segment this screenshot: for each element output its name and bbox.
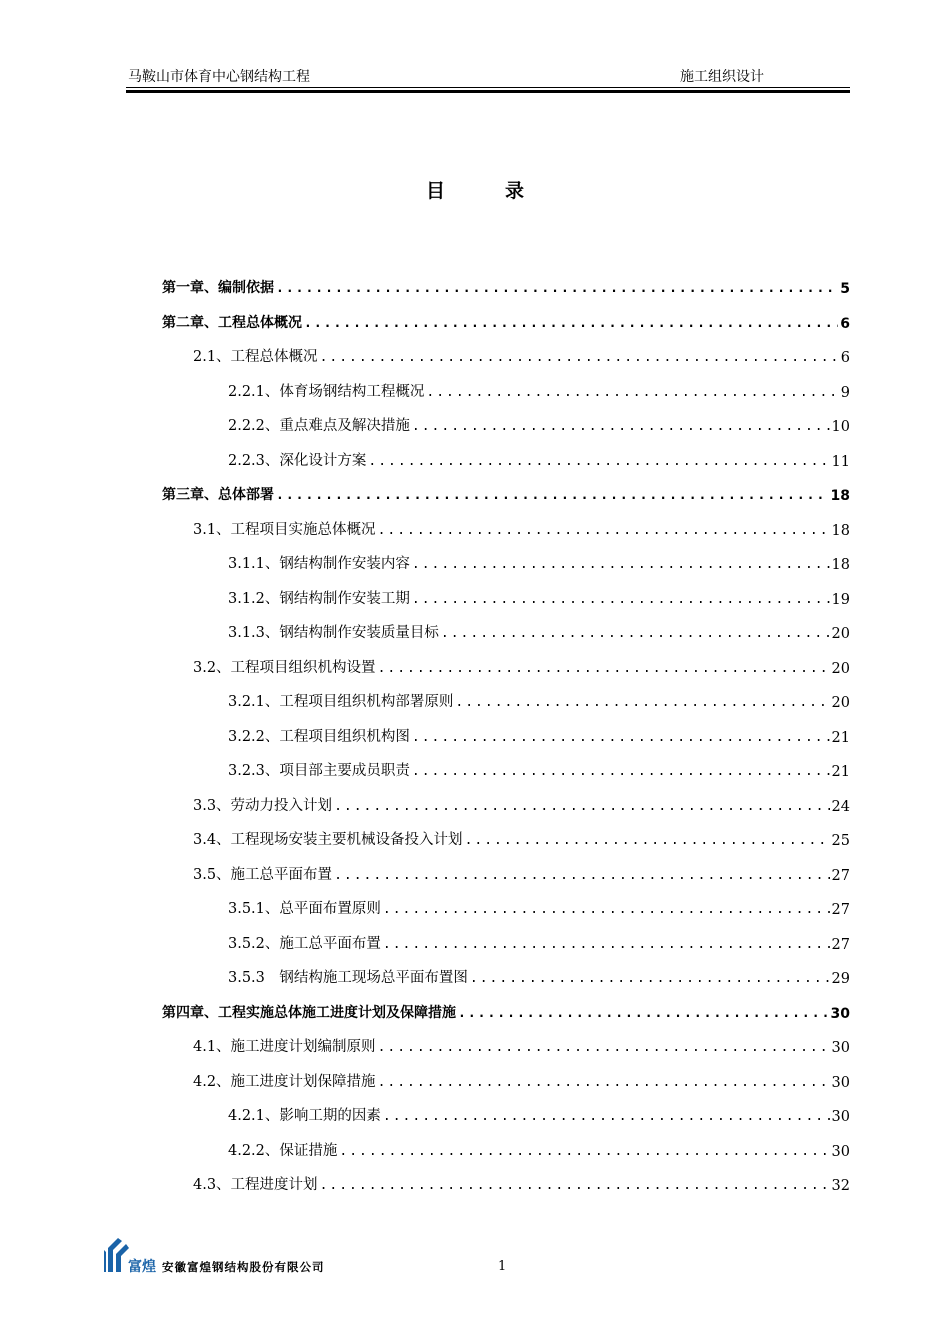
header-left-title: 马鞍山市体育中心钢结构工程	[128, 69, 310, 85]
toc-entry-title: 3.5.3 钢结构施工现场总平面布置图	[228, 970, 468, 986]
toc-entry[interactable]	[162, 1002, 850, 1022]
toc-entry[interactable]	[228, 726, 850, 746]
toc-entry-title: 3.4、工程现场安装主要机械设备投入计划	[193, 832, 463, 848]
toc-entry-page: 10	[831, 419, 850, 435]
toc-entry-page: 30	[831, 1143, 850, 1160]
toc-entry[interactable]	[228, 415, 850, 435]
toc-leader-dots	[412, 730, 830, 746]
toc-entry-title: 2.1、工程总体概况	[193, 349, 318, 365]
toc-entry-page: 30	[830, 1005, 850, 1022]
toc-leader-dots	[465, 833, 830, 849]
toc-entry-page: 11	[831, 453, 850, 470]
toc-entry-page: 32	[831, 1178, 850, 1194]
toc-entry-page: 19	[831, 591, 850, 608]
toc-entry-title: 3.2.3、项目部主要成员职责	[228, 763, 410, 779]
toc-leader-dots	[412, 764, 830, 780]
toc-entry-page: 27	[831, 867, 850, 884]
toc-entry-title: 3.2.2、工程项目组织机构图	[228, 728, 410, 745]
toc-entry-title: 3.3、劳动力投入计划	[193, 797, 333, 814]
toc-entry-title: 第三章、总体部署	[162, 487, 274, 503]
toc-entry-title: 3.5.1、总平面布置原则	[228, 901, 381, 917]
toc-leader-dots	[368, 454, 829, 470]
toc-entry[interactable]	[162, 484, 850, 504]
toc-leader-dots	[339, 1144, 829, 1160]
toc-entry[interactable]	[228, 933, 850, 953]
toc-entry-page: 18	[831, 557, 850, 573]
toc-entry[interactable]	[193, 346, 850, 366]
toc-entry[interactable]	[193, 1174, 850, 1194]
toc-entry-title: 第四章、工程实施总体施工进度计划及保障措施	[162, 1004, 456, 1021]
toc-entry-title: 3.1、工程项目实施总体概况	[193, 521, 376, 538]
toc-entry-page: 20	[831, 660, 850, 677]
footer-logo-text: 富煌	[128, 1259, 156, 1275]
toc-leader-dots	[320, 1178, 830, 1194]
toc-entry-title: 3.2.1、工程项目组织机构部署原则	[228, 694, 454, 710]
toc-entry[interactable]	[193, 864, 850, 884]
toc-entry-title: 2.2.1、体育场钢结构工程概况	[228, 383, 425, 400]
toc-entry-page: 18	[831, 522, 850, 539]
toc-entry-page: 30	[831, 1074, 850, 1091]
toc-title: 目录	[425, 180, 584, 202]
company-logo-icon	[102, 1236, 130, 1274]
toc-entry[interactable]	[228, 967, 850, 987]
toc-entry[interactable]	[193, 795, 850, 815]
toc-leader-dots	[426, 385, 838, 401]
toc-entry[interactable]	[162, 312, 850, 332]
toc-entry-page: 21	[831, 729, 850, 746]
toc-entry[interactable]	[193, 519, 850, 539]
toc-entry[interactable]	[228, 622, 850, 642]
toc-entry-title: 4.3、工程进度计划	[193, 1177, 318, 1193]
toc-entry-page: 20	[831, 626, 850, 642]
toc-entry[interactable]	[228, 1140, 850, 1160]
toc-entry-page: 29	[831, 971, 850, 987]
toc-entry-page: 5	[840, 281, 850, 297]
toc-entry-title: 第一章、编制依据	[162, 280, 274, 296]
toc-entry-page: 6	[840, 350, 850, 366]
toc-entry[interactable]	[162, 277, 850, 297]
toc-entry-page: 24	[831, 798, 850, 815]
toc-entry-page: 9	[840, 384, 850, 401]
toc-leader-dots	[470, 971, 830, 987]
toc-entry[interactable]	[228, 1105, 850, 1125]
toc-leader-dots	[334, 868, 829, 884]
toc-entry-title: 4.2.1、影响工期的因素	[228, 1108, 381, 1124]
toc-entry-title: 3.1.1、钢结构制作安装内容	[228, 556, 410, 572]
toc-leader-dots	[441, 626, 830, 642]
toc-leader-dots	[412, 592, 830, 608]
toc-entry-page: 27	[831, 936, 850, 953]
toc-leader-dots	[458, 1006, 829, 1022]
toc-leader-dots	[383, 937, 830, 953]
toc-entry[interactable]	[228, 553, 850, 573]
toc-leader-dots	[378, 1075, 830, 1091]
toc-entry-title: 3.5.2、施工总平面布置	[228, 935, 381, 952]
toc-leader-dots	[304, 316, 838, 332]
header-right-title: 施工组织设计	[680, 69, 764, 85]
toc-leader-dots	[334, 799, 829, 815]
toc-entry-title: 3.1.3、钢结构制作安装质量目标	[228, 625, 439, 641]
footer-company-name: 安徽富煌钢结构股份有限公司	[162, 1260, 325, 1274]
toc-entry[interactable]	[193, 657, 850, 677]
toc-leader-dots	[276, 281, 838, 297]
toc-entry[interactable]	[228, 898, 850, 918]
toc-entry[interactable]	[228, 760, 850, 780]
toc-entry-title: 3.1.2、钢结构制作安装工期	[228, 590, 410, 607]
toc-entry-title: 3.5、施工总平面布置	[193, 866, 333, 883]
toc-entry[interactable]	[228, 450, 850, 470]
toc-leader-dots	[383, 1109, 830, 1125]
toc-leader-dots	[378, 661, 830, 677]
page-number: 1	[498, 1259, 507, 1274]
toc-leader-dots	[276, 488, 829, 504]
toc-leader-dots	[383, 902, 830, 918]
toc-entry-title: 第二章、工程总体概况	[162, 314, 302, 331]
toc-entry[interactable]	[228, 691, 850, 711]
toc-entry-title: 4.2、施工进度计划保障措施	[193, 1073, 376, 1090]
toc-entry-page: 20	[831, 695, 850, 711]
toc-entry-page: 18	[830, 488, 850, 504]
toc-entry[interactable]	[228, 588, 850, 608]
toc-leader-dots	[455, 695, 829, 711]
toc-leader-dots	[320, 350, 839, 366]
toc-entry[interactable]	[193, 1036, 850, 1056]
toc-leader-dots	[378, 1040, 830, 1056]
toc-entry[interactable]	[228, 381, 850, 401]
toc-leader-dots	[412, 557, 830, 573]
toc-leader-dots	[412, 419, 830, 435]
toc-entry[interactable]	[193, 1071, 850, 1091]
toc-entry-page: 30	[831, 1040, 850, 1056]
toc-leader-dots	[378, 523, 830, 539]
toc-entry-page: 30	[831, 1109, 850, 1125]
toc-entry-page: 25	[831, 833, 850, 849]
toc-entry-title: 4.1、施工进度计划编制原则	[193, 1039, 376, 1055]
toc-entry[interactable]	[193, 829, 850, 849]
toc-entry-title: 2.2.3、深化设计方案	[228, 452, 367, 469]
toc-entry-title: 4.2.2、保证措施	[228, 1142, 338, 1159]
toc-entry-page: 27	[831, 902, 850, 918]
toc-entry-page: 6	[840, 315, 850, 332]
toc-entry-page: 21	[831, 764, 850, 780]
toc-entry-title: 3.2、工程项目组织机构设置	[193, 659, 376, 676]
toc-entry-title: 2.2.2、重点难点及解决措施	[228, 418, 410, 434]
